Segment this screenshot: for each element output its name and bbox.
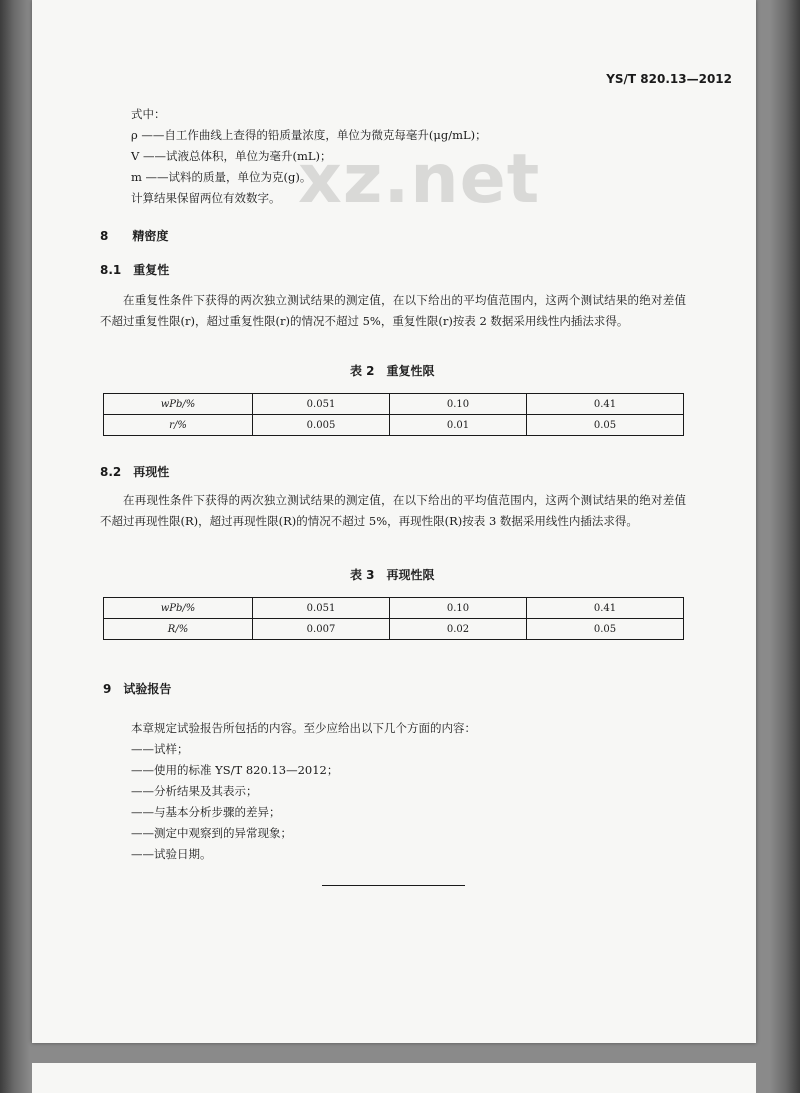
table-cell: 0.007 bbox=[253, 619, 390, 640]
table-cell: 0.41 bbox=[527, 394, 684, 415]
section-8-2-text: 在再现性条件下获得的两次独立测试结果的测定值，在以下给出的平均值范围内，这两个测试结果的绝对差值不超过再现性限(R)，超过再现性限(R)的情况不超过 5%，再现性限(R)按表 3 数据采用线性内插法求得。 bbox=[100, 493, 686, 528]
table-cell: 0.02 bbox=[390, 619, 527, 640]
table-cell: R/% bbox=[104, 619, 253, 640]
table-row bbox=[104, 394, 684, 415]
formula-note: 计算结果保留两位有效数字。 bbox=[131, 191, 281, 205]
list-item: ——分析结果及其表示； bbox=[131, 784, 258, 798]
table-cell: 0.41 bbox=[527, 598, 684, 619]
section-9-title: 9 试验报告 bbox=[103, 682, 172, 696]
table-2-caption: 表 2 重复性限 bbox=[350, 364, 435, 378]
table-3-caption: 表 3 再现性限 bbox=[350, 568, 435, 582]
section-9-intro: 本章规定试验报告所包括的内容。至少应给出以下几个方面的内容： bbox=[131, 721, 476, 735]
formula-def-v: V ——试液总体积，单位为毫升(mL)； bbox=[131, 149, 332, 163]
section-8-1-title: 8.1 重复性 bbox=[100, 263, 170, 277]
table-row bbox=[104, 619, 684, 640]
table-cell: wPb/% bbox=[104, 598, 253, 619]
table-row bbox=[104, 415, 684, 436]
list-item: ——与基本分析步骤的差异； bbox=[131, 805, 281, 819]
table-row bbox=[104, 598, 684, 619]
list-item: ——试样； bbox=[131, 742, 189, 756]
section-8-title: 8 精密度 bbox=[100, 229, 169, 243]
formula-intro: 式中： bbox=[131, 107, 166, 121]
table-cell: 0.051 bbox=[253, 394, 390, 415]
table-cell: 0.10 bbox=[390, 598, 527, 619]
table-cell: r/% bbox=[104, 415, 253, 436]
section-8-2-title: 8.2 再现性 bbox=[100, 465, 170, 479]
list-item: ——使用的标准 YS/T 820.13—2012； bbox=[131, 763, 339, 777]
formula-def-m: m ——试料的质量，单位为克(g)。 bbox=[131, 170, 312, 184]
table-3 bbox=[103, 597, 684, 640]
list-item: ——试验日期。 bbox=[131, 847, 212, 861]
table-cell: 0.10 bbox=[390, 394, 527, 415]
table-cell: 0.051 bbox=[253, 598, 390, 619]
table-cell: 0.05 bbox=[527, 415, 684, 436]
table-2 bbox=[103, 393, 684, 436]
watermark: xz.net bbox=[298, 140, 541, 219]
section-8-1-text: 在重复性条件下获得的两次独立测试结果的测定值，在以下给出的平均值范围内，这两个测试结果的绝对差值不超过重复性限(r)，超过重复性限(r)的情况不超过 5%，重复性限(r)按表 2 数据采用线性内插法求得。 bbox=[100, 293, 686, 328]
end-rule bbox=[322, 885, 465, 886]
standard-number: YS/T 820.13—2012 bbox=[606, 72, 732, 86]
table-cell: 0.05 bbox=[527, 619, 684, 640]
table-cell: 0.01 bbox=[390, 415, 527, 436]
table-cell: wPb/% bbox=[104, 394, 253, 415]
table-cell: 0.005 bbox=[253, 415, 390, 436]
list-item: ——测定中观察到的异常现象； bbox=[131, 826, 292, 840]
formula-def-rho: ρ ——自工作曲线上查得的铅质量浓度，单位为微克每毫升(μg/mL)； bbox=[131, 128, 487, 142]
next-page-edge bbox=[32, 1063, 756, 1093]
